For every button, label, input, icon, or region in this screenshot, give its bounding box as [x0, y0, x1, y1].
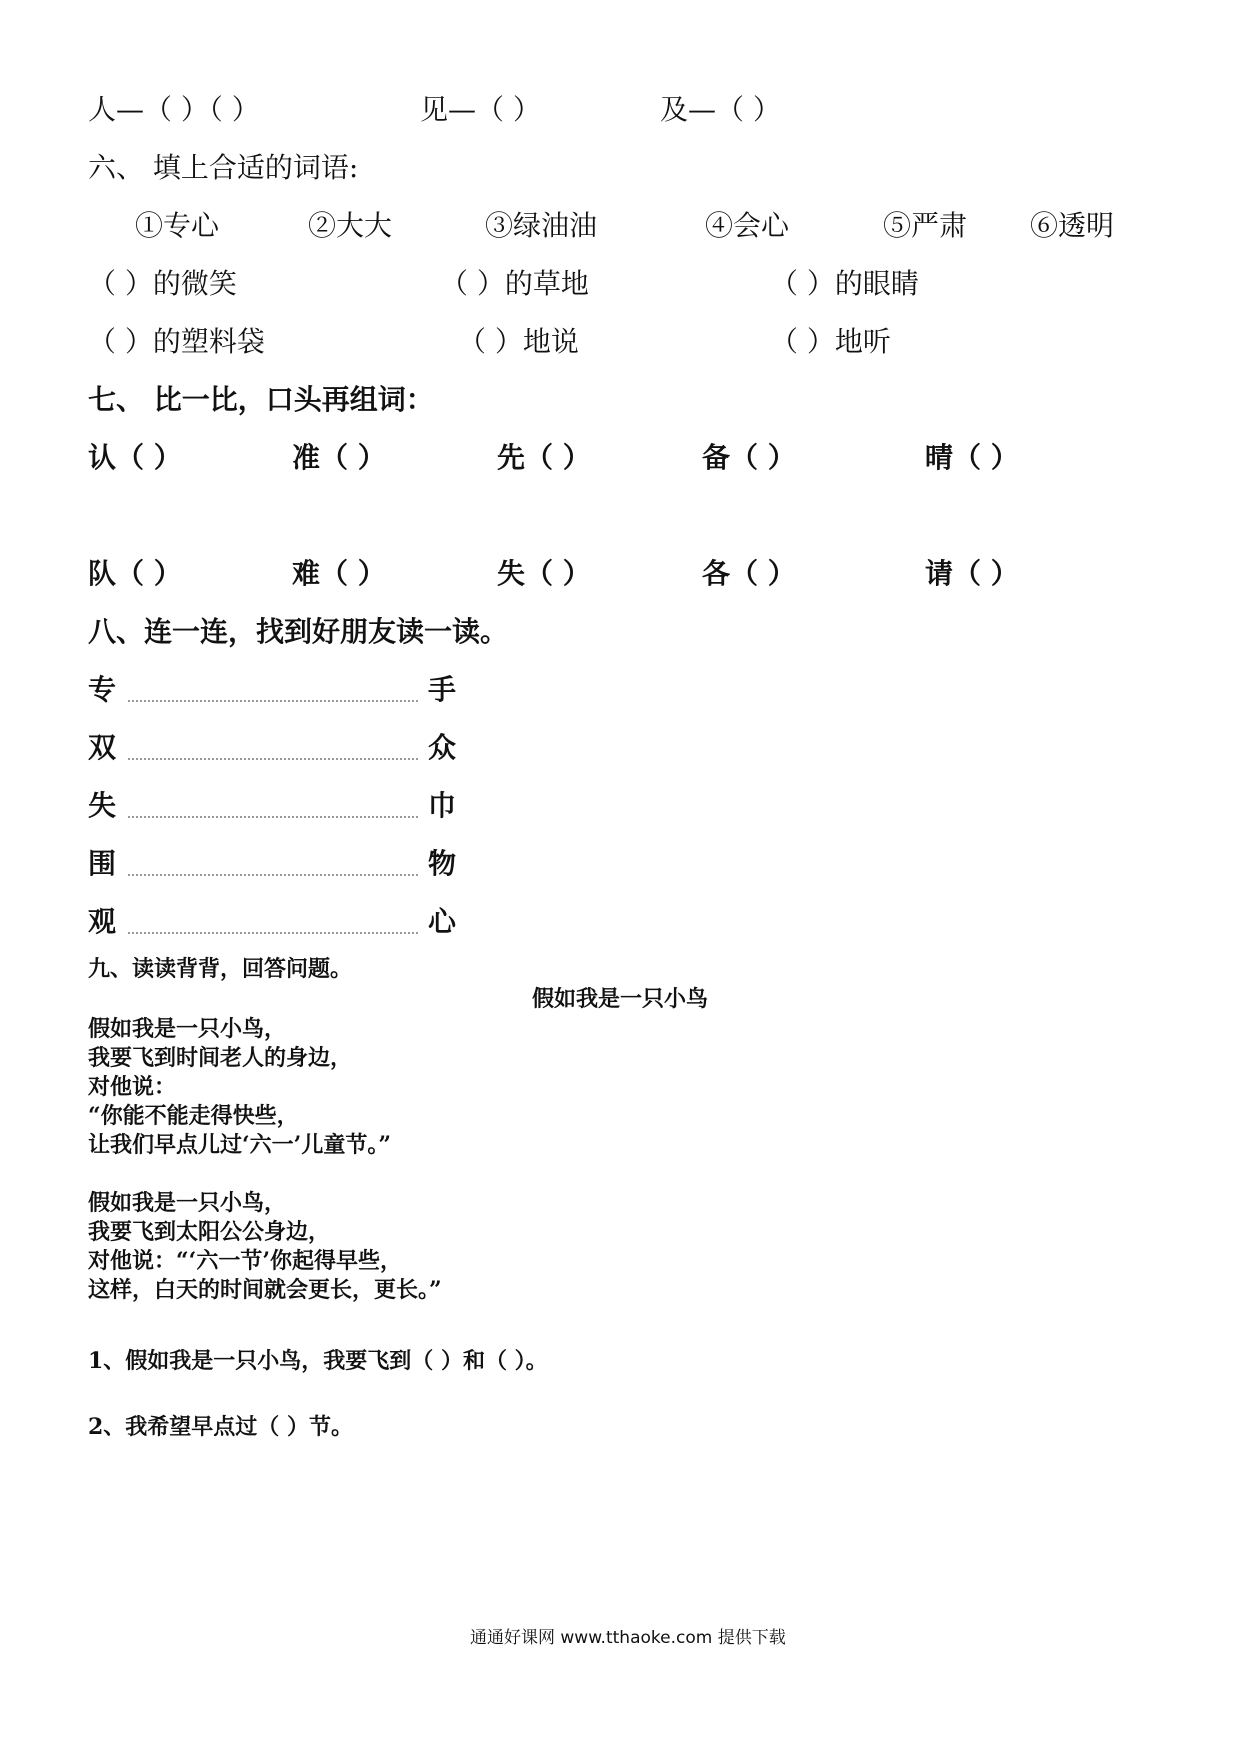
q6-option-4: ④会心 — [705, 209, 790, 242]
q8-dotline-2 — [128, 758, 418, 760]
q8-left-4: 围 — [88, 847, 117, 880]
top-line-a: 人—（ ）（ ） — [88, 93, 260, 126]
q8-right-3: 巾 — [428, 789, 457, 822]
q8-right-2: 众 — [428, 731, 457, 764]
q7-dui: 队（ ） — [88, 557, 182, 590]
poem-s1-l5: 让我们早点儿过‘六一’儿童节。” — [88, 1132, 391, 1158]
q8-dotline-3 — [128, 816, 418, 818]
q6-option-1: ①专心 — [135, 209, 220, 242]
q9-question-2: 2、我希望早点过（ ）节。 — [88, 1414, 353, 1440]
footer-credit: 通通好课网 www.tthaoke.com 提供下载 — [470, 1628, 786, 1648]
top-line-c: 及—（ ） — [660, 93, 781, 126]
q6-option-3: ③绿油油 — [485, 209, 598, 242]
q8-left-1: 专 — [88, 673, 117, 706]
q8-right-4: 物 — [428, 847, 457, 880]
q7-title: 七、 比一比，口头再组词： — [88, 383, 434, 416]
poem-s1-l2: 我要飞到时间老人的身边， — [88, 1045, 353, 1071]
q7-qing: 晴（ ） — [925, 441, 1019, 474]
poem-s2-l2: 我要飞到太阳公公身边， — [88, 1219, 331, 1245]
poem-title: 假如我是一只小鸟 — [532, 986, 709, 1012]
q7-zhun: 准（ ） — [292, 441, 386, 474]
q7-qing2: 请（ ） — [925, 557, 1019, 590]
q6-blank-bag: （ ）的塑料袋 — [88, 325, 265, 358]
q7-bei: 备（ ） — [702, 441, 796, 474]
q8-title: 八、连一连，找到好朋友读一读。 — [88, 615, 509, 648]
q8-dotline-5 — [128, 932, 418, 934]
poem-s2-l4: 这样，白天的时间就会更长，更长。” — [88, 1277, 442, 1303]
q7-ge: 各（ ） — [702, 557, 796, 590]
poem-s2-l1: 假如我是一只小鸟， — [88, 1190, 287, 1216]
q6-option-6: ⑥透明 — [1030, 209, 1115, 242]
poem-s1-l1: 假如我是一只小鸟， — [88, 1016, 287, 1042]
q7-nan: 难（ ） — [292, 557, 386, 590]
q6-blank-smile: （ ）的微笑 — [88, 267, 237, 300]
q8-left-5: 观 — [88, 905, 117, 938]
q6-title: 六、 填上合适的词语: — [88, 151, 359, 184]
q8-dotline-1 — [128, 700, 418, 702]
q7-xian: 先（ ） — [497, 441, 591, 474]
poem-s1-l4: “你能不能走得快些， — [88, 1103, 299, 1129]
q7-ren: 认（ ） — [88, 441, 182, 474]
q9-question-1: 1、假如我是一只小鸟，我要飞到（ ）和（ ）。 — [88, 1348, 548, 1374]
q8-left-2: 双 — [88, 731, 117, 764]
q6-option-2: ②大大 — [308, 209, 393, 242]
poem-s1-l3: 对他说： — [88, 1074, 177, 1100]
q8-dotline-4 — [128, 874, 418, 876]
q6-blank-say: （ ）地说 — [458, 325, 579, 358]
q7-shi: 失（ ） — [497, 557, 591, 590]
q8-right-1: 手 — [428, 673, 457, 706]
q8-right-5: 心 — [428, 905, 457, 938]
q6-blank-listen: （ ）地听 — [770, 325, 891, 358]
top-line-b: 见—（ ） — [420, 93, 541, 126]
poem-s2-l3: 对他说：“‘六一节’你起得早些， — [88, 1248, 402, 1274]
q6-option-5: ⑤严肃 — [883, 209, 968, 242]
q8-left-3: 失 — [88, 789, 117, 822]
q6-blank-eyes: （ ）的眼睛 — [770, 267, 919, 300]
q6-blank-grass: （ ）的草地 — [440, 267, 589, 300]
q9-title: 九、读读背背，回答问题。 — [88, 956, 353, 982]
